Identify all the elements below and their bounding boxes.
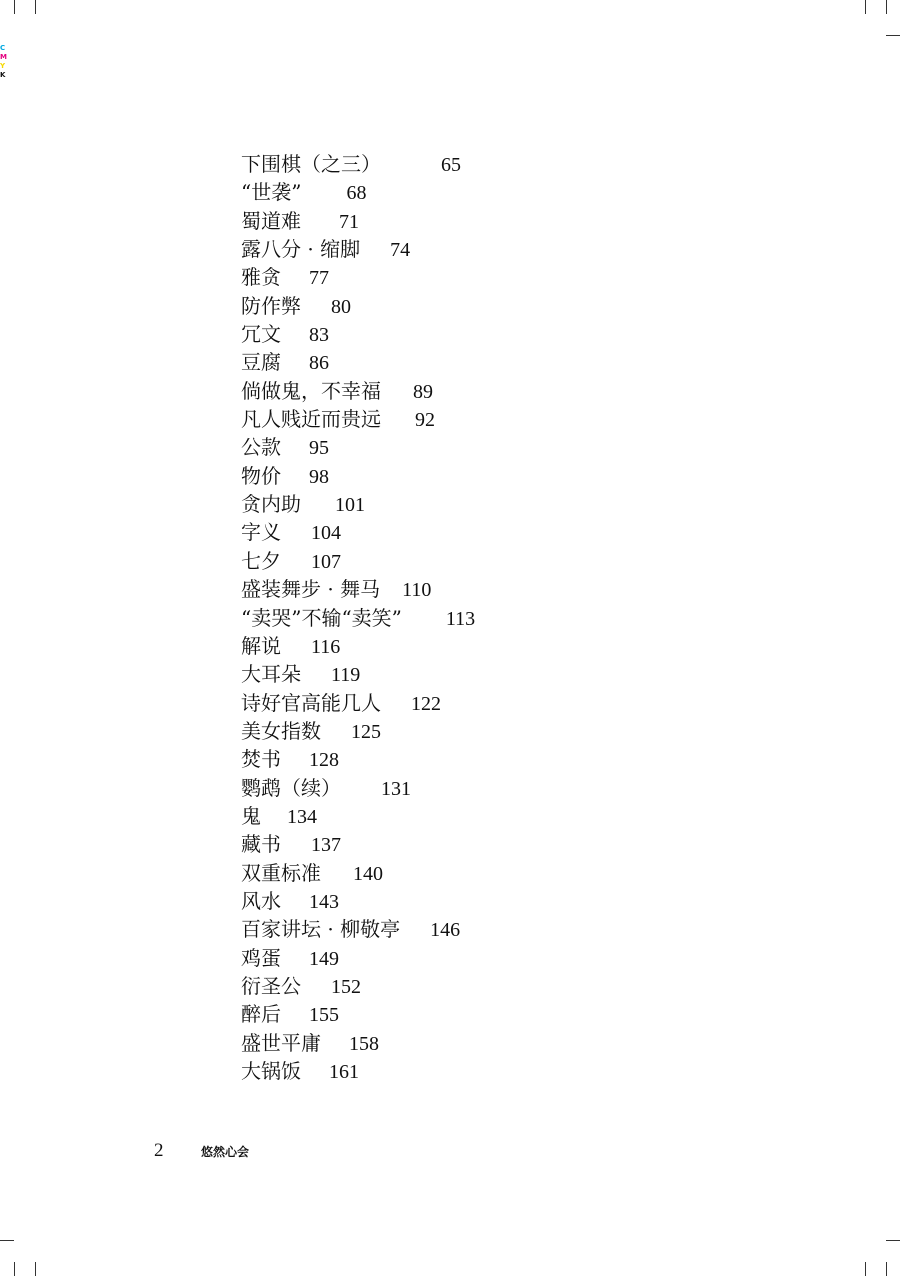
crop-mark-top-left-v	[14, 0, 15, 14]
toc-entry-title: 露八分 · 缩脚	[241, 237, 361, 262]
toc-entry-page: 149	[309, 947, 339, 970]
toc-entry-page: 143	[309, 890, 339, 913]
toc-entry-page: 89	[413, 380, 433, 403]
toc-entry-page: 80	[331, 295, 351, 318]
toc-entry	[241, 660, 475, 688]
toc-entry-page: 131	[381, 777, 411, 800]
crop-mark-bottom-right-v2	[886, 1262, 887, 1276]
toc-entry-title: 凡人贱近而贵远	[241, 407, 381, 432]
toc-entry-page: 119	[331, 664, 361, 687]
toc-entry	[241, 292, 475, 320]
toc-entry-page: 71	[339, 210, 359, 233]
toc-entry-title: 双重标准	[241, 860, 321, 885]
toc-entry-title: 倘做鬼，不幸福	[241, 378, 381, 403]
toc-entry-title: 风水	[241, 888, 281, 913]
toc-entry-page: 158	[349, 1032, 379, 1055]
crop-mark-top-right-v	[865, 0, 866, 14]
toc-entry-page: 92	[415, 409, 435, 432]
cmyk-registration-marks	[0, 44, 10, 80]
toc-entry	[241, 717, 475, 745]
toc-entry-title: 豆腐	[241, 350, 281, 375]
toc-entry-page: 137	[311, 834, 341, 857]
crop-mark-bottom-left-v	[14, 1262, 15, 1276]
toc-entry-title: 解说	[241, 633, 281, 658]
toc-entry	[241, 1057, 475, 1085]
toc-entry	[241, 632, 475, 660]
toc-entry	[241, 972, 475, 1000]
toc-entry-page: 161	[329, 1061, 359, 1083]
toc-entry-page: 122	[411, 692, 441, 715]
toc-entry-title: 盛世平庸	[241, 1030, 321, 1055]
toc-entry-page: 110	[402, 579, 432, 602]
toc-entry-title: 字义	[241, 520, 281, 545]
toc-entry	[241, 150, 475, 178]
toc-entry-page: 128	[309, 749, 339, 772]
toc-entry-title: 七夕	[241, 548, 281, 573]
cmyk-mark-m: M	[0, 53, 7, 61]
crop-mark-bottom-left-h	[0, 1240, 14, 1241]
toc-entry	[241, 462, 475, 490]
crop-mark-bottom-right-v	[865, 1262, 866, 1276]
toc-entry	[241, 235, 475, 263]
toc-entry	[241, 830, 475, 858]
toc-entry	[241, 490, 475, 518]
crop-mark-top-right-v2	[886, 0, 887, 14]
toc-entry	[241, 689, 475, 717]
toc-entry-page: 155	[309, 1004, 339, 1027]
toc-entry-title: 鹦鹉（续）	[241, 775, 341, 800]
toc-entry-title: 冗文	[241, 322, 281, 347]
toc-entry-title: 醉后	[241, 1002, 281, 1027]
crop-mark-bottom-left-v2	[35, 1262, 36, 1276]
toc-entry-page: 107	[311, 550, 341, 573]
toc-entry-title: 大耳朵	[241, 662, 301, 687]
toc-entry	[241, 575, 475, 603]
toc-entry	[241, 774, 475, 802]
toc-entry-title: “世袭”	[241, 180, 302, 205]
cmyk-mark-y: Y	[0, 62, 6, 70]
toc-entry	[241, 348, 475, 376]
toc-entry-title: 诗好官高能几人	[241, 690, 381, 715]
toc-entry	[241, 745, 475, 773]
toc-entry	[241, 178, 475, 206]
toc-entry	[241, 1000, 475, 1028]
toc-entry	[241, 802, 475, 830]
toc-entry	[241, 604, 475, 632]
toc-entry-title: 防作弊	[241, 293, 301, 318]
toc-entry	[241, 207, 475, 235]
toc-entry-page: 113	[445, 607, 476, 630]
toc-entry-page: 104	[311, 522, 341, 545]
toc-entry	[241, 915, 475, 943]
toc-entry-page: 152	[331, 975, 361, 998]
toc-entry-page: 65	[441, 154, 461, 176]
toc-entry	[241, 405, 475, 433]
toc-entry	[241, 377, 475, 405]
footer-book-title: 悠然心会	[201, 1145, 250, 1159]
toc-entry-title: “卖哭”不输“卖笑”	[241, 605, 402, 630]
toc-entry-page: 116	[311, 635, 341, 658]
toc-entry	[241, 859, 475, 887]
crop-mark-top-right-h	[886, 35, 900, 36]
toc-entry-title: 贪内助	[241, 492, 301, 517]
toc-entry-page: 86	[309, 352, 329, 375]
toc-entry-title: 百家讲坛 · 柳敬亭	[241, 917, 401, 942]
toc-entry	[241, 944, 475, 972]
toc-entry	[241, 320, 475, 348]
toc-entry-page: 68	[346, 182, 367, 205]
crop-mark-top-left-v2	[35, 0, 36, 14]
crop-mark-bottom-right-h	[886, 1240, 900, 1241]
toc-entry-page: 140	[353, 862, 383, 885]
toc-entry	[241, 263, 475, 291]
toc-entry-page: 146	[430, 919, 461, 942]
toc-entry-title: 物价	[241, 463, 281, 488]
footer-page-number: 2	[154, 1140, 164, 1161]
toc-entry-page: 83	[309, 324, 329, 347]
toc-entry-title: 盛装舞步 · 舞马	[241, 577, 381, 602]
toc-entry-title: 藏书	[241, 832, 281, 857]
toc-entry	[241, 887, 475, 915]
toc-entry	[241, 433, 475, 461]
toc-entry-title: 雅贪	[241, 265, 281, 290]
toc-entry-page: 74	[390, 239, 411, 262]
toc-entry	[241, 547, 475, 575]
toc-entry-title: 下围棋（之三）	[241, 152, 381, 176]
toc-entry-title: 鸡蛋	[241, 945, 281, 970]
toc-entry-title: 鬼	[241, 803, 261, 828]
toc-entry	[241, 1029, 475, 1057]
toc-entry-page: 134	[287, 805, 317, 828]
toc-entry-title: 焚书	[241, 747, 281, 772]
toc-entry-page: 77	[309, 267, 329, 290]
toc-entry	[241, 518, 475, 546]
toc-entry-title: 蜀道难	[241, 208, 301, 233]
toc-entry-title: 大锅饭	[241, 1059, 301, 1083]
toc-entry-page: 101	[335, 494, 365, 517]
cmyk-mark-k: K	[0, 71, 6, 79]
toc-entry-title: 衍圣公	[241, 973, 301, 998]
table-of-contents	[241, 150, 475, 1085]
toc-entry-page: 98	[309, 465, 329, 488]
toc-entry-page: 125	[351, 720, 381, 743]
toc-entry-page: 95	[309, 437, 329, 460]
toc-entry-title: 公款	[241, 435, 281, 460]
toc-entry-title: 美女指数	[241, 718, 321, 743]
cmyk-mark-c: C	[0, 44, 6, 52]
